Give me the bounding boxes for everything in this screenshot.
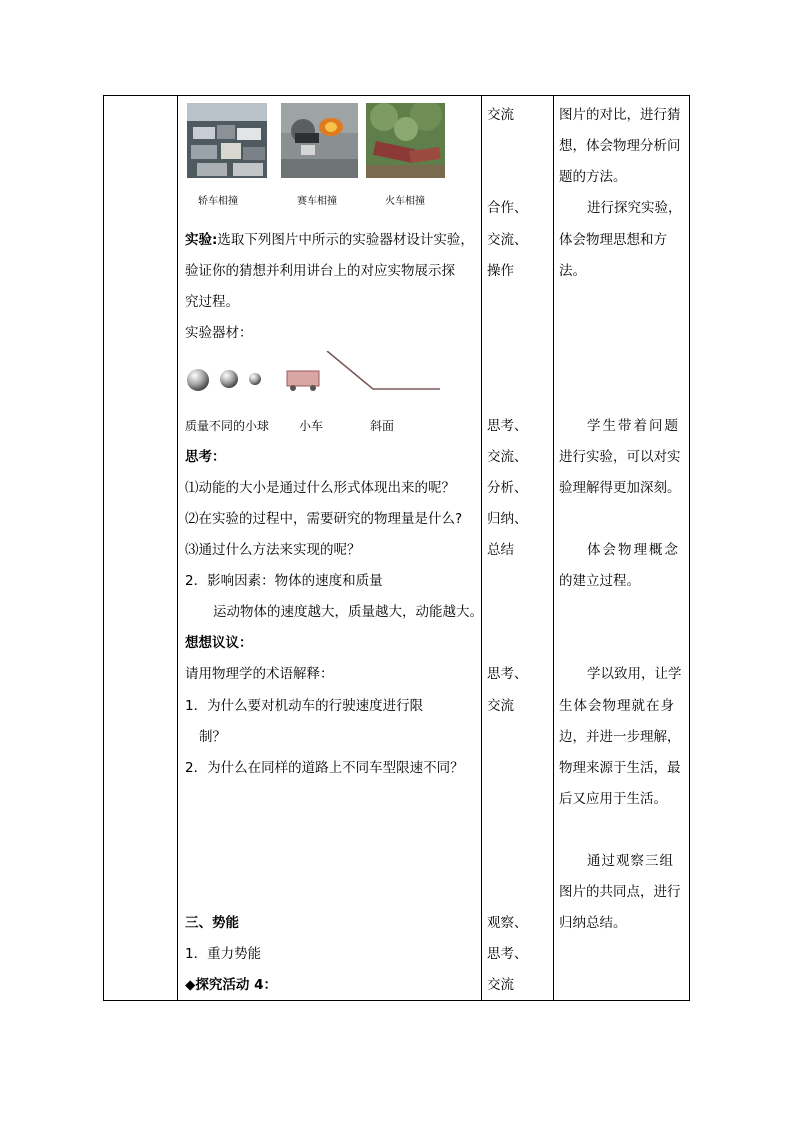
thinking-q3: ⑶通过什么方法来实现的呢？ <box>185 542 361 558</box>
intent-e5: 后又应用于生活。 <box>559 791 667 807</box>
discussion-q2: 2．为什么在同样的道路上不同车型限速不同？ <box>185 760 464 776</box>
experiment-line-3: 究过程。 <box>185 294 239 310</box>
intent-a1: 图片的对比，进行猜 <box>559 107 681 123</box>
activity-induce: 归纳、 <box>487 511 528 527</box>
student-activity-column <box>487 96 553 1000</box>
conclusion: 运动物体的速度越大，质量越大，动能越大。 <box>213 604 483 620</box>
column-divider-2 <box>481 96 482 1000</box>
activity-think-2: 思考、 <box>487 666 528 682</box>
intent-c1: 学生带着问题 <box>587 418 680 434</box>
materials-illustration <box>185 351 447 396</box>
large-ball <box>187 369 209 391</box>
discussion-q1: 1．为什么要对机动车的行驶速度进行限 <box>185 698 424 714</box>
gravitational-potential-energy: 1．重力势能 <box>185 946 262 962</box>
intent-b3: 法。 <box>559 263 586 279</box>
photo-caption-train: 火车相撞 <box>385 196 425 207</box>
discussion-title: 想想议议： <box>185 635 253 651</box>
activity-analyze: 分析、 <box>487 480 528 496</box>
intent-e2: 生体会物理就在身 <box>559 698 675 714</box>
experiment-label: 实验: <box>185 232 218 248</box>
materials-label: 实验器材： <box>185 325 253 341</box>
activity-operate: 操作 <box>487 263 514 279</box>
material-caption-balls: 质量不同的小球 <box>185 419 270 433</box>
discussion-intro: 请用物理学的术语解释： <box>185 666 334 682</box>
intent-f3: 归纳总结。 <box>559 915 627 931</box>
photo-caption-race-car: 赛车相撞 <box>297 196 337 207</box>
thinking-q1: ⑴动能的大小是通过什么形式体现出来的呢？ <box>185 480 455 496</box>
experiment-line-1: 实验:选取下列图片中所示的实验器材设计实验， <box>185 232 474 248</box>
activity-summarize: 总结 <box>487 542 514 558</box>
design-intent-column <box>559 96 687 1000</box>
activity-exchange-5: 交流 <box>487 977 514 993</box>
photo-caption-car: 轿车相撞 <box>198 196 238 207</box>
content-column <box>179 96 481 1000</box>
experiment-line-2: 验证你的猜想并利用讲台上的对应实物展示探 <box>185 263 455 279</box>
car-collision-photo <box>187 103 267 178</box>
lesson-table <box>103 95 690 1001</box>
intent-c3: 验理解得更加深刻。 <box>559 480 681 496</box>
small-ball <box>249 373 261 385</box>
activity-observe: 观察、 <box>487 915 528 931</box>
discussion-q1-cont: 制？ <box>199 729 226 745</box>
intent-f2: 图片的共同点，进行 <box>559 884 681 900</box>
column-divider-1 <box>177 96 178 1000</box>
intent-b1: 进行探究实验， <box>587 200 682 216</box>
activity-4: ◆探究活动 4： <box>185 977 277 993</box>
activity-exchange-3: 交流、 <box>487 449 528 465</box>
activity-exchange-2: 交流、 <box>487 232 528 248</box>
intent-e1: 学以致用，让学 <box>587 666 682 682</box>
intent-d1: 体会物理概念 <box>587 542 680 558</box>
intent-e4: 物理来源于生活，最 <box>559 760 681 776</box>
activity-exchange-4: 交流 <box>487 698 514 714</box>
intent-e3: 边，并进一步理解， <box>559 729 681 745</box>
incline-shape <box>327 351 440 389</box>
thinking-title: 思考： <box>185 449 226 465</box>
material-caption-cart: 小车 <box>299 419 324 433</box>
activity-think: 思考、 <box>487 418 528 434</box>
intent-b2: 体会物理思想和方 <box>559 232 667 248</box>
activity-cooperate: 合作、 <box>487 200 528 216</box>
intent-f1: 通过观察三组 <box>587 853 674 869</box>
intent-c2: 进行实验，可以对实 <box>559 449 681 465</box>
train-collision-photo <box>366 103 445 178</box>
activity-exchange: 交流 <box>487 107 514 123</box>
intent-d2: 的建立过程。 <box>559 573 640 589</box>
cart-icon <box>287 371 319 391</box>
intent-a3: 题的方法。 <box>559 169 627 185</box>
thinking-q2: ⑵在实验的过程中，需要研究的物理量是什么? <box>185 511 463 527</box>
section-title-potential-energy: 三、势能 <box>185 915 239 931</box>
intent-a2: 想，体会物理分析问 <box>559 138 681 154</box>
influence-factors: 2．影响因素：物体的速度和质量 <box>185 573 383 589</box>
activity-think-3: 思考、 <box>487 946 528 962</box>
race-car-collision-photo <box>281 103 358 178</box>
column-divider-3 <box>553 96 554 1000</box>
material-caption-incline: 斜面 <box>370 419 395 433</box>
medium-ball <box>220 370 238 388</box>
